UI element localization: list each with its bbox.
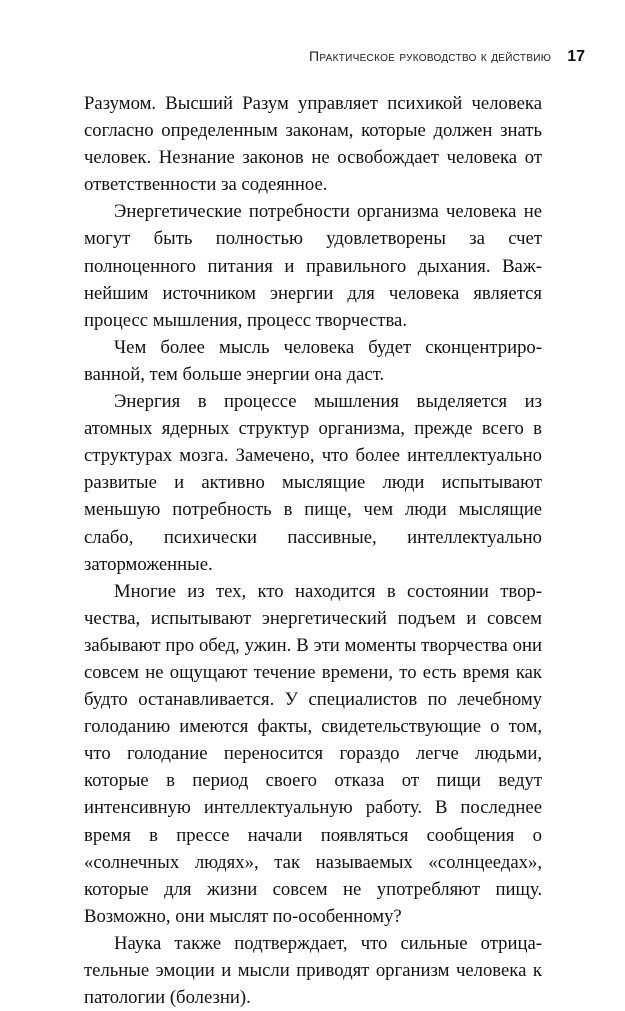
running-head xyxy=(84,48,585,66)
body-text xyxy=(84,90,542,1011)
paragraph: Энергетические потребности организма человека не могут быть полностью удовлетворены за счет полноценного питания и правильного дыхания. Важнейшим источником энергии для человека является процесс мышления, процесс творчества. xyxy=(84,201,542,331)
paragraph: Чем более мысль человека будет сконцентрированной, тем больше энергии она даст. xyxy=(84,336,542,385)
running-title: Практическое руководство к действию xyxy=(308,48,552,64)
paragraph: Наука также подтверждает, что сильные отрицательные эмоции и мысли приводят организм человека к патологии (болезни). xyxy=(84,932,542,1009)
paragraph: Энергия в процессе мышления выделяется из атомных ядерных структур организма, прежде всего в структурах мозга. Замечено, что более интеллектуально развитые и активно мыслящие люди испытывают меньшую потребность в пище, чем люди мыслящие слабо, психически пассивные, интеллектуально заторможенные. xyxy=(84,391,542,575)
paragraph: Разумом. Высший Разум управляет психикой человека согласно определенным законам, которые должен знать человек. Незнание законов не освобождает человека от ответственности за содеянное. xyxy=(84,93,542,196)
paragraph: Многие из тех, кто находится в состоянии творчества, испытывают энергетический подъем и совсем забывают про обед, ужин. В эти моменты творчества они совсем не ощущают течение времени, то есть время как будто останавливается. У специалистов по лечебному голоданию имеются факты, свидетельствующие о том, что голодание переносится гораздо легче людьми, которые в период своего отказа от пищи ведут интенсивную интеллектуальную работу. В последнее время в прессе начали появляться сообщения о «солнечных людях», так называемых «солнцеедах», которые для жизни совсем не употребляют пищу. Возможно, они мыслят по-особенному? xyxy=(84,580,542,927)
page-number: 17 xyxy=(567,48,585,65)
